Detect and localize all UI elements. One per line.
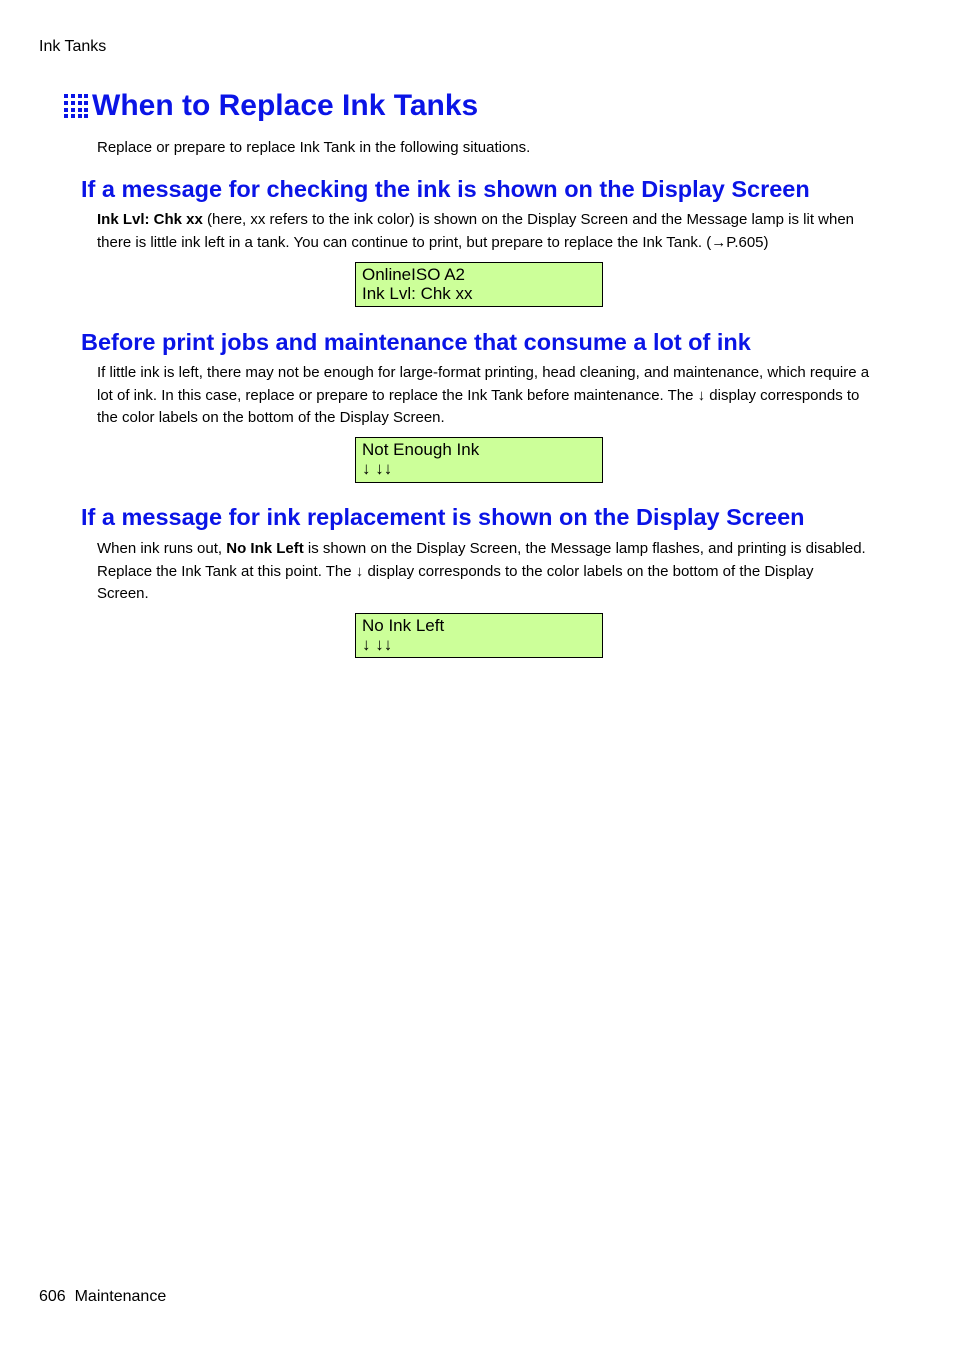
grid-icon (64, 94, 88, 118)
running-footer (39, 1287, 166, 1307)
no-ink-left-message-label: No Ink Left (226, 540, 304, 557)
page-title: When to Replace Ink Tanks (92, 89, 479, 122)
display-line-1: No Ink Left (362, 616, 445, 635)
section-text-ink-replacement (97, 538, 867, 606)
page-title-row (64, 86, 478, 126)
display-line-2: ↓ ↓↓ (362, 459, 393, 478)
display-line-1: OnlineISO A2 (362, 265, 466, 284)
display-screen-no-ink-left (355, 613, 603, 658)
ink-level-message-label: Ink Lvl: Chk xx (97, 211, 203, 228)
page-number: 606 (39, 1288, 66, 1305)
intro-text: Replace or prepare to replace Ink Tank in the following situations. (97, 139, 531, 156)
running-header: Ink Tanks (39, 38, 107, 55)
display-line-2: Ink Lvl: Chk xx (362, 284, 473, 303)
display-screen-check-ink (355, 262, 603, 307)
section-text-check-ink (97, 209, 887, 254)
display-line-1: Not Enough Ink (362, 440, 480, 459)
footer-section-name: Maintenance (74, 1288, 167, 1305)
display-line-2: ↓ ↓↓ (362, 635, 393, 654)
section-text-ink-replacement-lead: When ink runs out, (97, 540, 227, 557)
section-heading-consume-ink: Before print jobs and maintenance that consume a lot of ink (81, 329, 751, 355)
section-text-check-ink-body: (here, xx refers to the ink color) is shown on the Display Screen and the Message lamp is lit when there is little ink left in a tank. You can continue to print, but prepare to replace the Ink Tank. (→P.605) (97, 211, 855, 251)
section-text-ink-replacement-body: is shown on the Display Screen, the Message lamp flashes, and printing is disabled. Replace the Ink Tank at this point. The ↓ display corresponds to the color labels on the bottom of the Display Screen. (97, 540, 866, 602)
section-text-consume-ink: If little ink is left, there may not be enough for large-format printing, head cleaning, and maintenance, which require a lot of ink. In this case, replace or prepare to replace the Ink Tank before maintenance. The ↓ display corresponds to the color labels on the bottom of the Display Screen. (97, 364, 870, 426)
section-heading-check-ink: If a message for checking the ink is shown on the Display Screen (81, 176, 810, 202)
display-screen-not-enough-ink (355, 437, 603, 483)
section-heading-ink-replacement: If a message for ink replacement is shown on the Display Screen (81, 504, 805, 530)
